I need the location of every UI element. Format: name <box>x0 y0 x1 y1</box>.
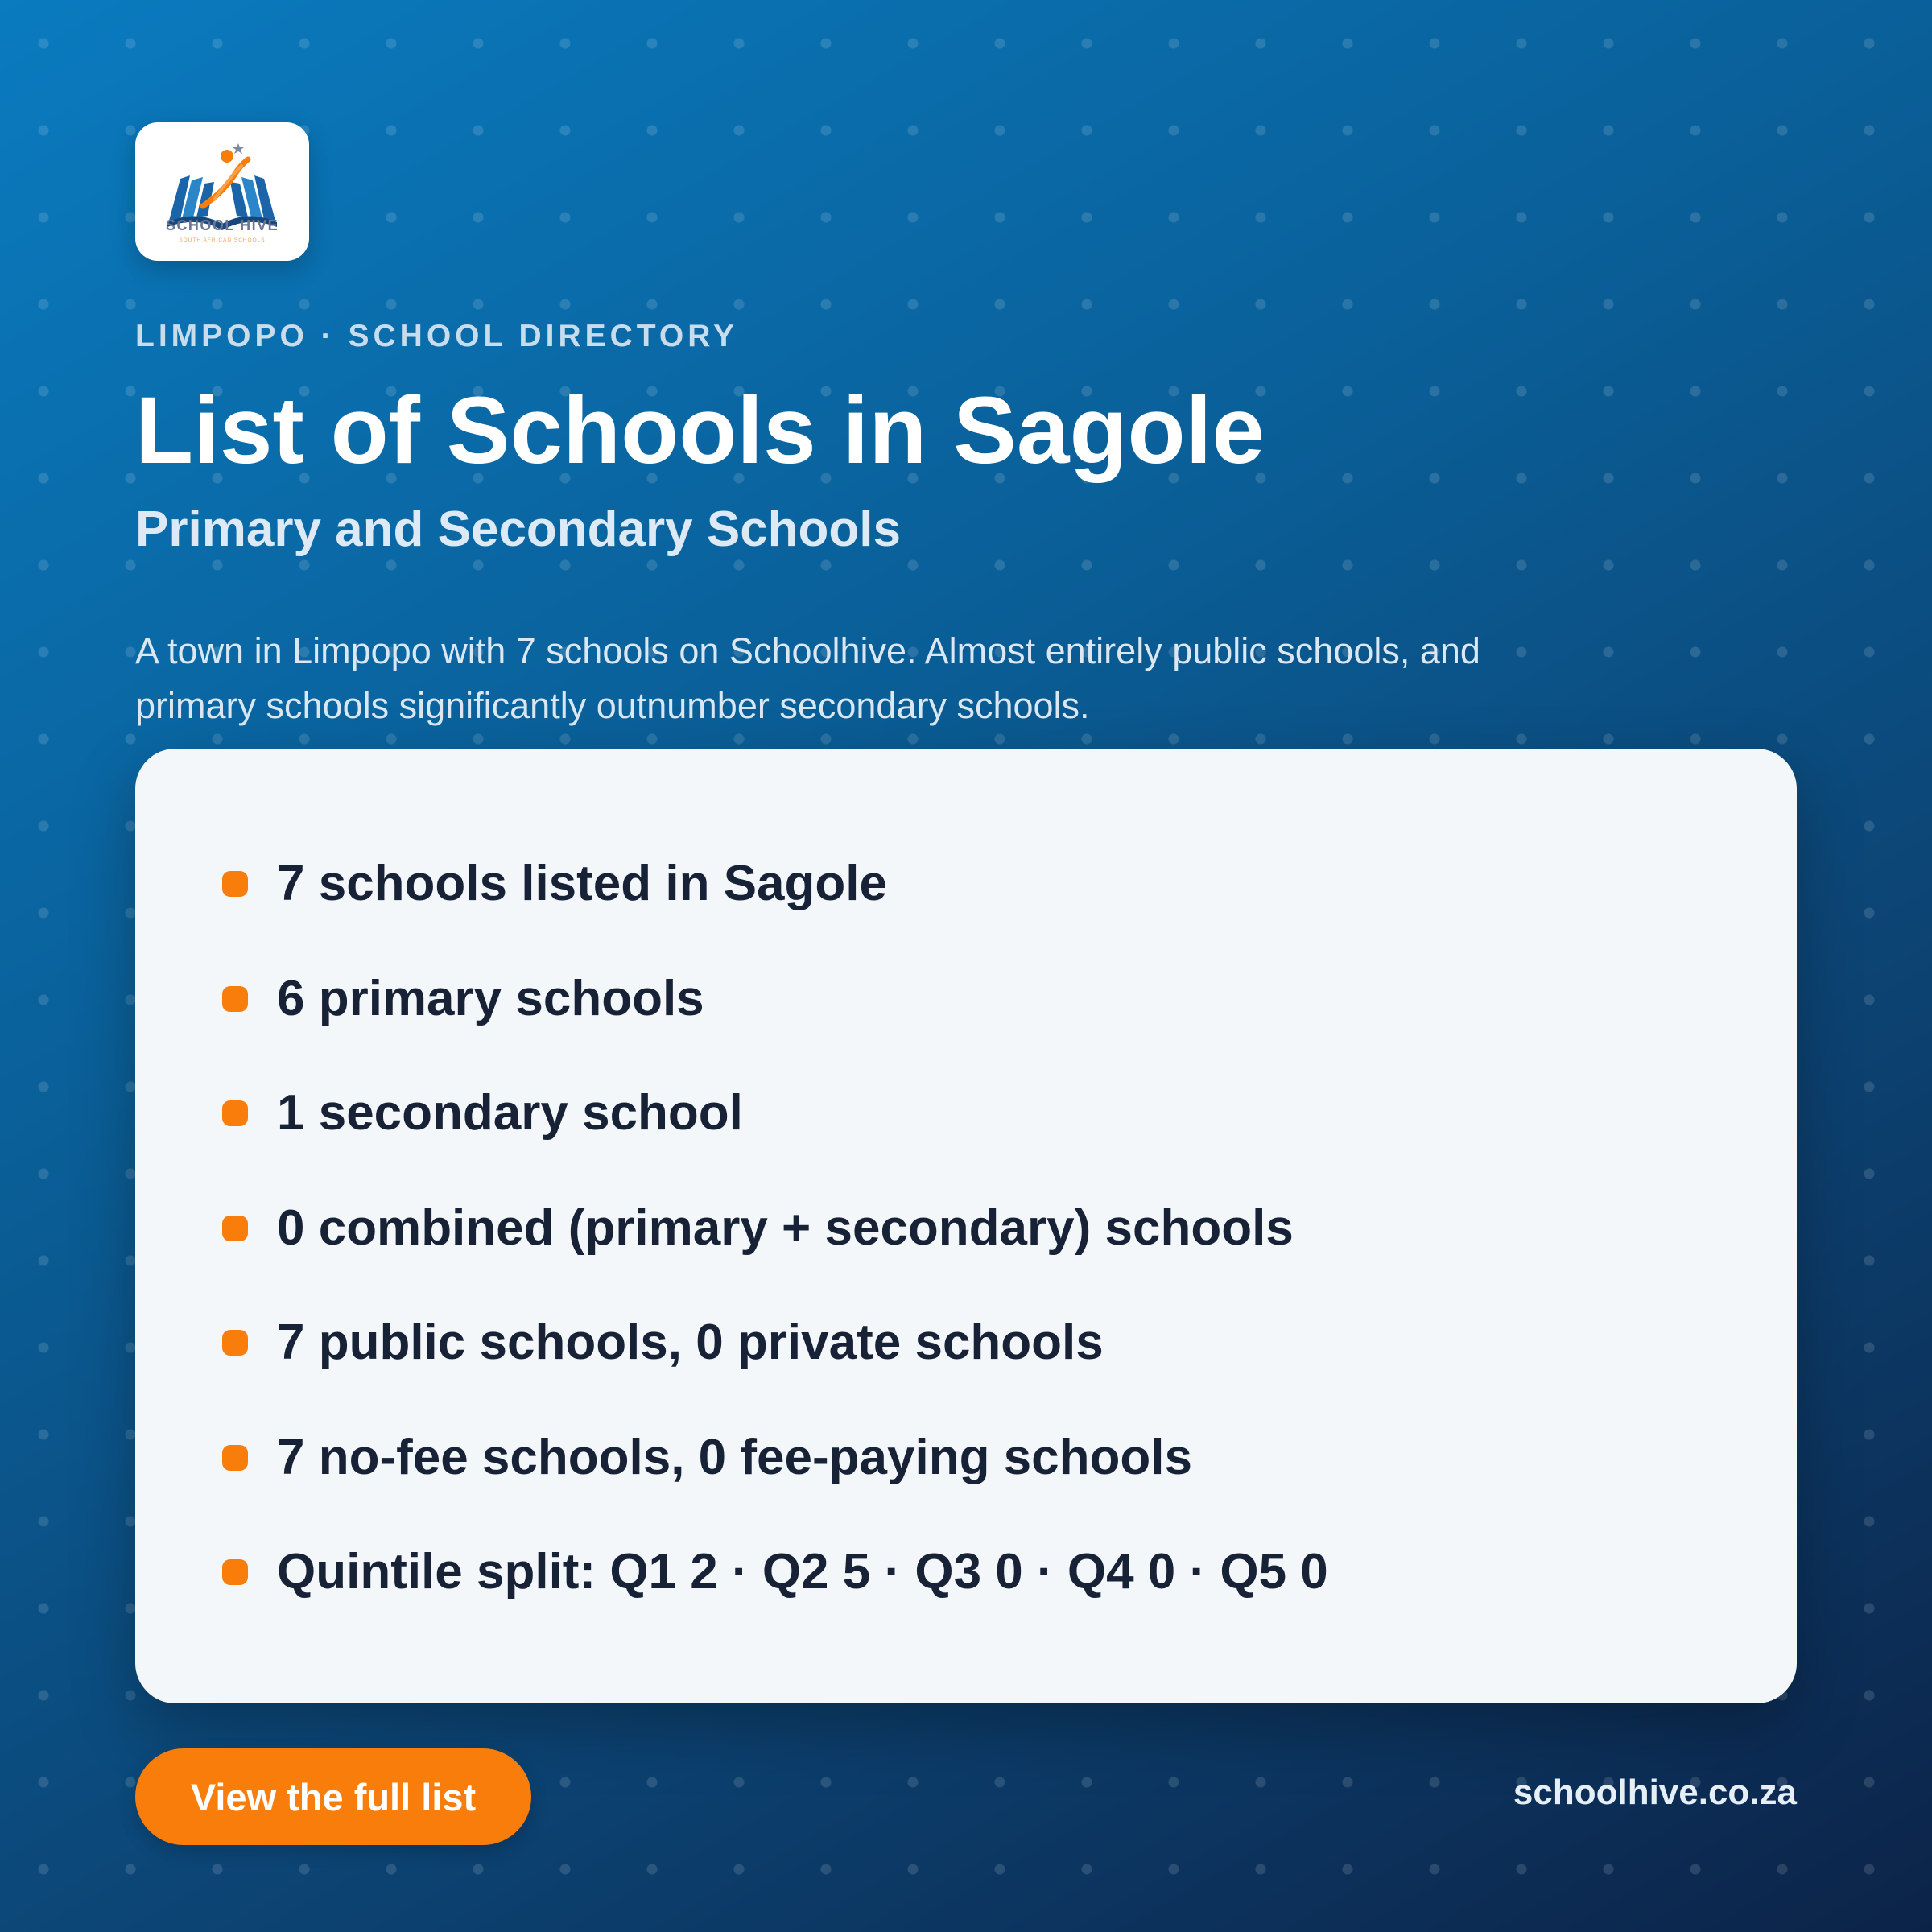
fact-item-fees <box>222 1426 1328 1541</box>
svg-text:SCHOOL HIVE: SCHOOL HIVE <box>165 217 279 233</box>
fact-item-total <box>222 852 1328 967</box>
open-book-logo-icon <box>135 122 309 261</box>
fact-item-quintiles <box>222 1540 1328 1655</box>
fact-text: 7 public schools, 0 private schools <box>277 1315 1104 1370</box>
fact-item-public-private <box>222 1311 1328 1426</box>
region-eyebrow: LIMPOPO · SCHOOL DIRECTORY <box>135 319 738 353</box>
website-link[interactable]: schoolhive.co.za <box>1513 1773 1797 1812</box>
town-description: A town in Limpopo with 7 schools on Schoolhive. Almost entirely public schools, and primary schools significantly outnumber secondary schools. <box>135 630 1480 726</box>
fact-text: 0 combined (primary + secondary) schools <box>277 1199 1294 1256</box>
bullet-icon <box>222 871 248 897</box>
bullet-icon <box>222 1445 248 1471</box>
bullet-icon <box>222 1100 248 1126</box>
svg-text:SOUTH AFRICAN SCHOOLS: SOUTH AFRICAN SCHOOLS <box>179 237 266 243</box>
fact-item-combined <box>222 1196 1328 1311</box>
bullet-icon <box>222 1330 248 1356</box>
fact-text: 1 secondary school <box>277 1085 743 1141</box>
fact-text: 7 schools listed in Sagole <box>277 856 887 911</box>
fact-text: 6 primary schools <box>277 970 704 1026</box>
page-title: List of Schools in Sagole <box>135 378 1265 484</box>
view-full-list-button[interactable]: View the full list <box>135 1748 531 1845</box>
facts-list <box>222 852 1328 1655</box>
page-subtitle: Primary and Secondary Schools <box>135 502 902 557</box>
bullet-icon <box>222 1559 248 1585</box>
bullet-icon <box>222 986 248 1012</box>
fact-item-primary <box>222 967 1328 1082</box>
school-facts-card <box>135 749 1797 1703</box>
school-hive-logo <box>135 122 309 261</box>
bullet-icon <box>222 1216 248 1241</box>
fact-item-secondary <box>222 1081 1328 1196</box>
fact-text: Quintile split: Q1 2 · Q2 5 · Q3 0 · Q4 0 · Q5 0 <box>277 1544 1328 1600</box>
fact-text: 7 no-fee schools, 0 fee-paying schools <box>277 1429 1192 1485</box>
